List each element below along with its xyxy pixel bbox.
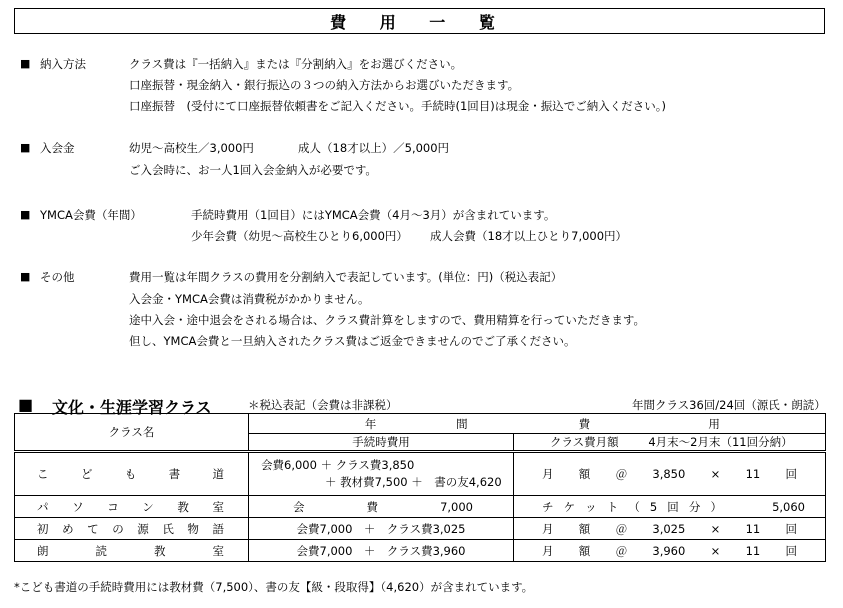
installment-count: 11 (745, 467, 761, 481)
ticket-char: ） (710, 499, 722, 514)
class-name-char: 読 (95, 543, 107, 558)
class-name-char: 書 (168, 467, 181, 481)
entry-fee-label: 入会金 (40, 141, 75, 155)
monthly-amount: 3,960 (652, 543, 686, 558)
other-label: その他 (40, 270, 75, 284)
ticket-char: 5 (649, 499, 658, 514)
monthly-label: 月 (542, 467, 554, 481)
other-line: 但し、YMCA会費と一旦納入されたクラス費はご返金できませんのでご了承ください。 (129, 334, 576, 348)
class-name-char: も (124, 467, 137, 481)
procedure-fee-amount: 7,000 (440, 499, 473, 514)
header-annual (249, 414, 514, 434)
monthly-label: 額 (578, 543, 591, 558)
class-name-cell (15, 496, 249, 518)
class-name-char: 物 (187, 521, 199, 536)
header-fee (514, 414, 826, 434)
procedure-fee-char: 会 (293, 499, 305, 514)
installment-unit: 回 (785, 543, 797, 558)
header-procedure-fee: 手続時費用 (249, 434, 514, 452)
class-name-char: の (112, 521, 124, 536)
installment-unit: 回 (785, 467, 797, 481)
bullet-square: ■ (20, 141, 31, 154)
monthly-amount: 3,850 (652, 467, 686, 481)
at-sign: ＠ (615, 467, 628, 481)
ymca-fee-line: 手続時費用（1回目）にはYMCA会費（4月～3月）が含まれています。 (191, 208, 556, 222)
procedure-fee-cell: 会費7,000 ＋ クラス費3,025 (249, 518, 514, 540)
class-name-char: 源 (137, 521, 149, 536)
ymca-youth-fee: 少年会費（幼児～高校生ひとり6,000円） (191, 229, 408, 243)
ticket-char: ケ (563, 499, 576, 514)
class-name-char: 初 (37, 521, 49, 536)
procedure-fee-cell (249, 496, 514, 518)
at-sign: ＠ (615, 543, 628, 558)
entry-fee-note: ご入会時に、お一人1回入会金納入が必要です。 (129, 163, 377, 177)
entry-fee-child: 幼児～高校生／3,000円 (129, 141, 254, 155)
annual-class-note: 年間クラス36回/24回（源氏・朗読） (632, 398, 826, 412)
header-class-name: クラス名 (15, 414, 249, 452)
class-name-char: め (62, 521, 74, 536)
page-title: 費 用 一 覧 (14, 8, 825, 34)
ticket-char: ッ (585, 499, 597, 514)
class-name-char: 室 (212, 499, 224, 514)
monthly-label: 月 (542, 521, 554, 536)
class-name-char: 教 (177, 499, 189, 514)
table-row (15, 452, 826, 496)
procedure-fee-cell: 会費7,000 ＋ クラス費3,960 (249, 540, 514, 562)
class-name-char: 教 (154, 543, 166, 558)
ticket-char: ト (606, 499, 619, 514)
procedure-fee-line: ＋ 教材費7,500 ＋ 書の友4,620 (325, 475, 502, 489)
section-title: 文化・生涯学習クラス (52, 398, 212, 417)
bullet-square: ■ (20, 270, 31, 283)
header-char: 間 (456, 416, 468, 431)
table-row (15, 540, 826, 562)
class-name-char: パ (37, 499, 49, 514)
monthly-fee-cell (514, 496, 826, 518)
class-name-char: ソ (72, 499, 84, 514)
ticket-char: 回 (667, 499, 679, 514)
payment-label: 納入方法 (40, 57, 86, 71)
header-monthly-label: クラス費月額 (550, 435, 619, 449)
header-char: 年 (364, 416, 377, 431)
payment-line: 口座振替 (受付にて口座振替依頼書をご記入ください。手続時(1回目)は現金・振込でご納入ください。) (129, 99, 667, 113)
procedure-fee-line: 会費6,000 ＋ クラス費3,850 (261, 458, 415, 472)
monthly-label: 額 (578, 521, 591, 536)
monthly-label: 額 (578, 467, 591, 481)
footnote: *こども書道の手続時費用には教材費（7,500）、書の友【級・段取得】（4,620）が含まれています。 (14, 580, 534, 594)
class-name-char: ン (142, 499, 154, 514)
header-monthly (514, 434, 826, 452)
procedure-fee-cell (249, 452, 514, 496)
ticket-char: 分 (688, 499, 701, 514)
monthly-amount: 3,025 (652, 521, 686, 536)
class-name-char: 道 (212, 467, 224, 481)
class-name-char: 語 (212, 521, 224, 536)
ymca-adult-fee: 成人会費（18才以上ひとり7,000円） (430, 229, 628, 243)
class-name-char: コ (107, 499, 119, 514)
installment-count: 11 (745, 543, 761, 558)
entry-fee-adult: 成人（18才以上）／5,000円 (298, 141, 450, 155)
class-name-cell (15, 518, 249, 540)
section-marker: ■ (18, 395, 34, 414)
times-sign: × (710, 467, 721, 481)
monthly-fee-cell (514, 452, 826, 496)
class-name-cell (15, 452, 249, 496)
bullet-square: ■ (20, 57, 31, 70)
class-name-cell (15, 540, 249, 562)
fee-table (14, 413, 826, 562)
installment-count: 11 (745, 521, 761, 536)
ymca-fee-label: YMCA会費（年間） (40, 208, 142, 222)
ticket-char: チ (542, 499, 554, 514)
tax-note: ＊税込表記（会費は非課税） (248, 398, 398, 412)
table-row (15, 518, 826, 540)
other-line: 途中入会・途中退会をされる場合は、クラス費計算をしますので、費用精算を行っていただきます。 (129, 313, 645, 327)
payment-line: 口座振替・現金納入・銀行振込の３つの納入方法からお選びいただきます。 (129, 78, 520, 92)
header-char: 用 (708, 416, 720, 431)
class-name-char: て (87, 521, 99, 536)
header-char: 費 (578, 416, 591, 431)
bullet-square: ■ (20, 208, 31, 221)
times-sign: × (710, 543, 721, 558)
class-name-char: 朗 (37, 543, 49, 558)
times-sign: × (710, 521, 721, 536)
class-name-char: こ (37, 467, 49, 481)
installment-unit: 回 (785, 521, 797, 536)
procedure-fee-char: 費 (366, 499, 379, 514)
monthly-fee-cell (514, 518, 826, 540)
ticket-char: （ (628, 499, 640, 514)
payment-line: クラス費は『一括納入』または『分割納入』をお選びください。 (129, 57, 463, 71)
class-name-char: 室 (212, 543, 224, 558)
other-line: 入会金・YMCA会費は消費税がかかりません。 (129, 292, 370, 306)
monthly-fee-cell (514, 540, 826, 562)
at-sign: ＠ (615, 521, 628, 536)
class-name-char: 氏 (162, 521, 174, 536)
monthly-label: 月 (542, 543, 554, 558)
table-row (15, 496, 826, 518)
class-name-char: ど (80, 467, 93, 481)
other-line: 費用一覧は年間クラスの費用を分割納入で表記しています。(単位：円)（税込表記） (129, 270, 563, 284)
table-header-row (15, 414, 826, 434)
ticket-amount: 5,060 (772, 499, 805, 514)
header-period: 4月末～2月末（11回分納） (648, 435, 793, 449)
